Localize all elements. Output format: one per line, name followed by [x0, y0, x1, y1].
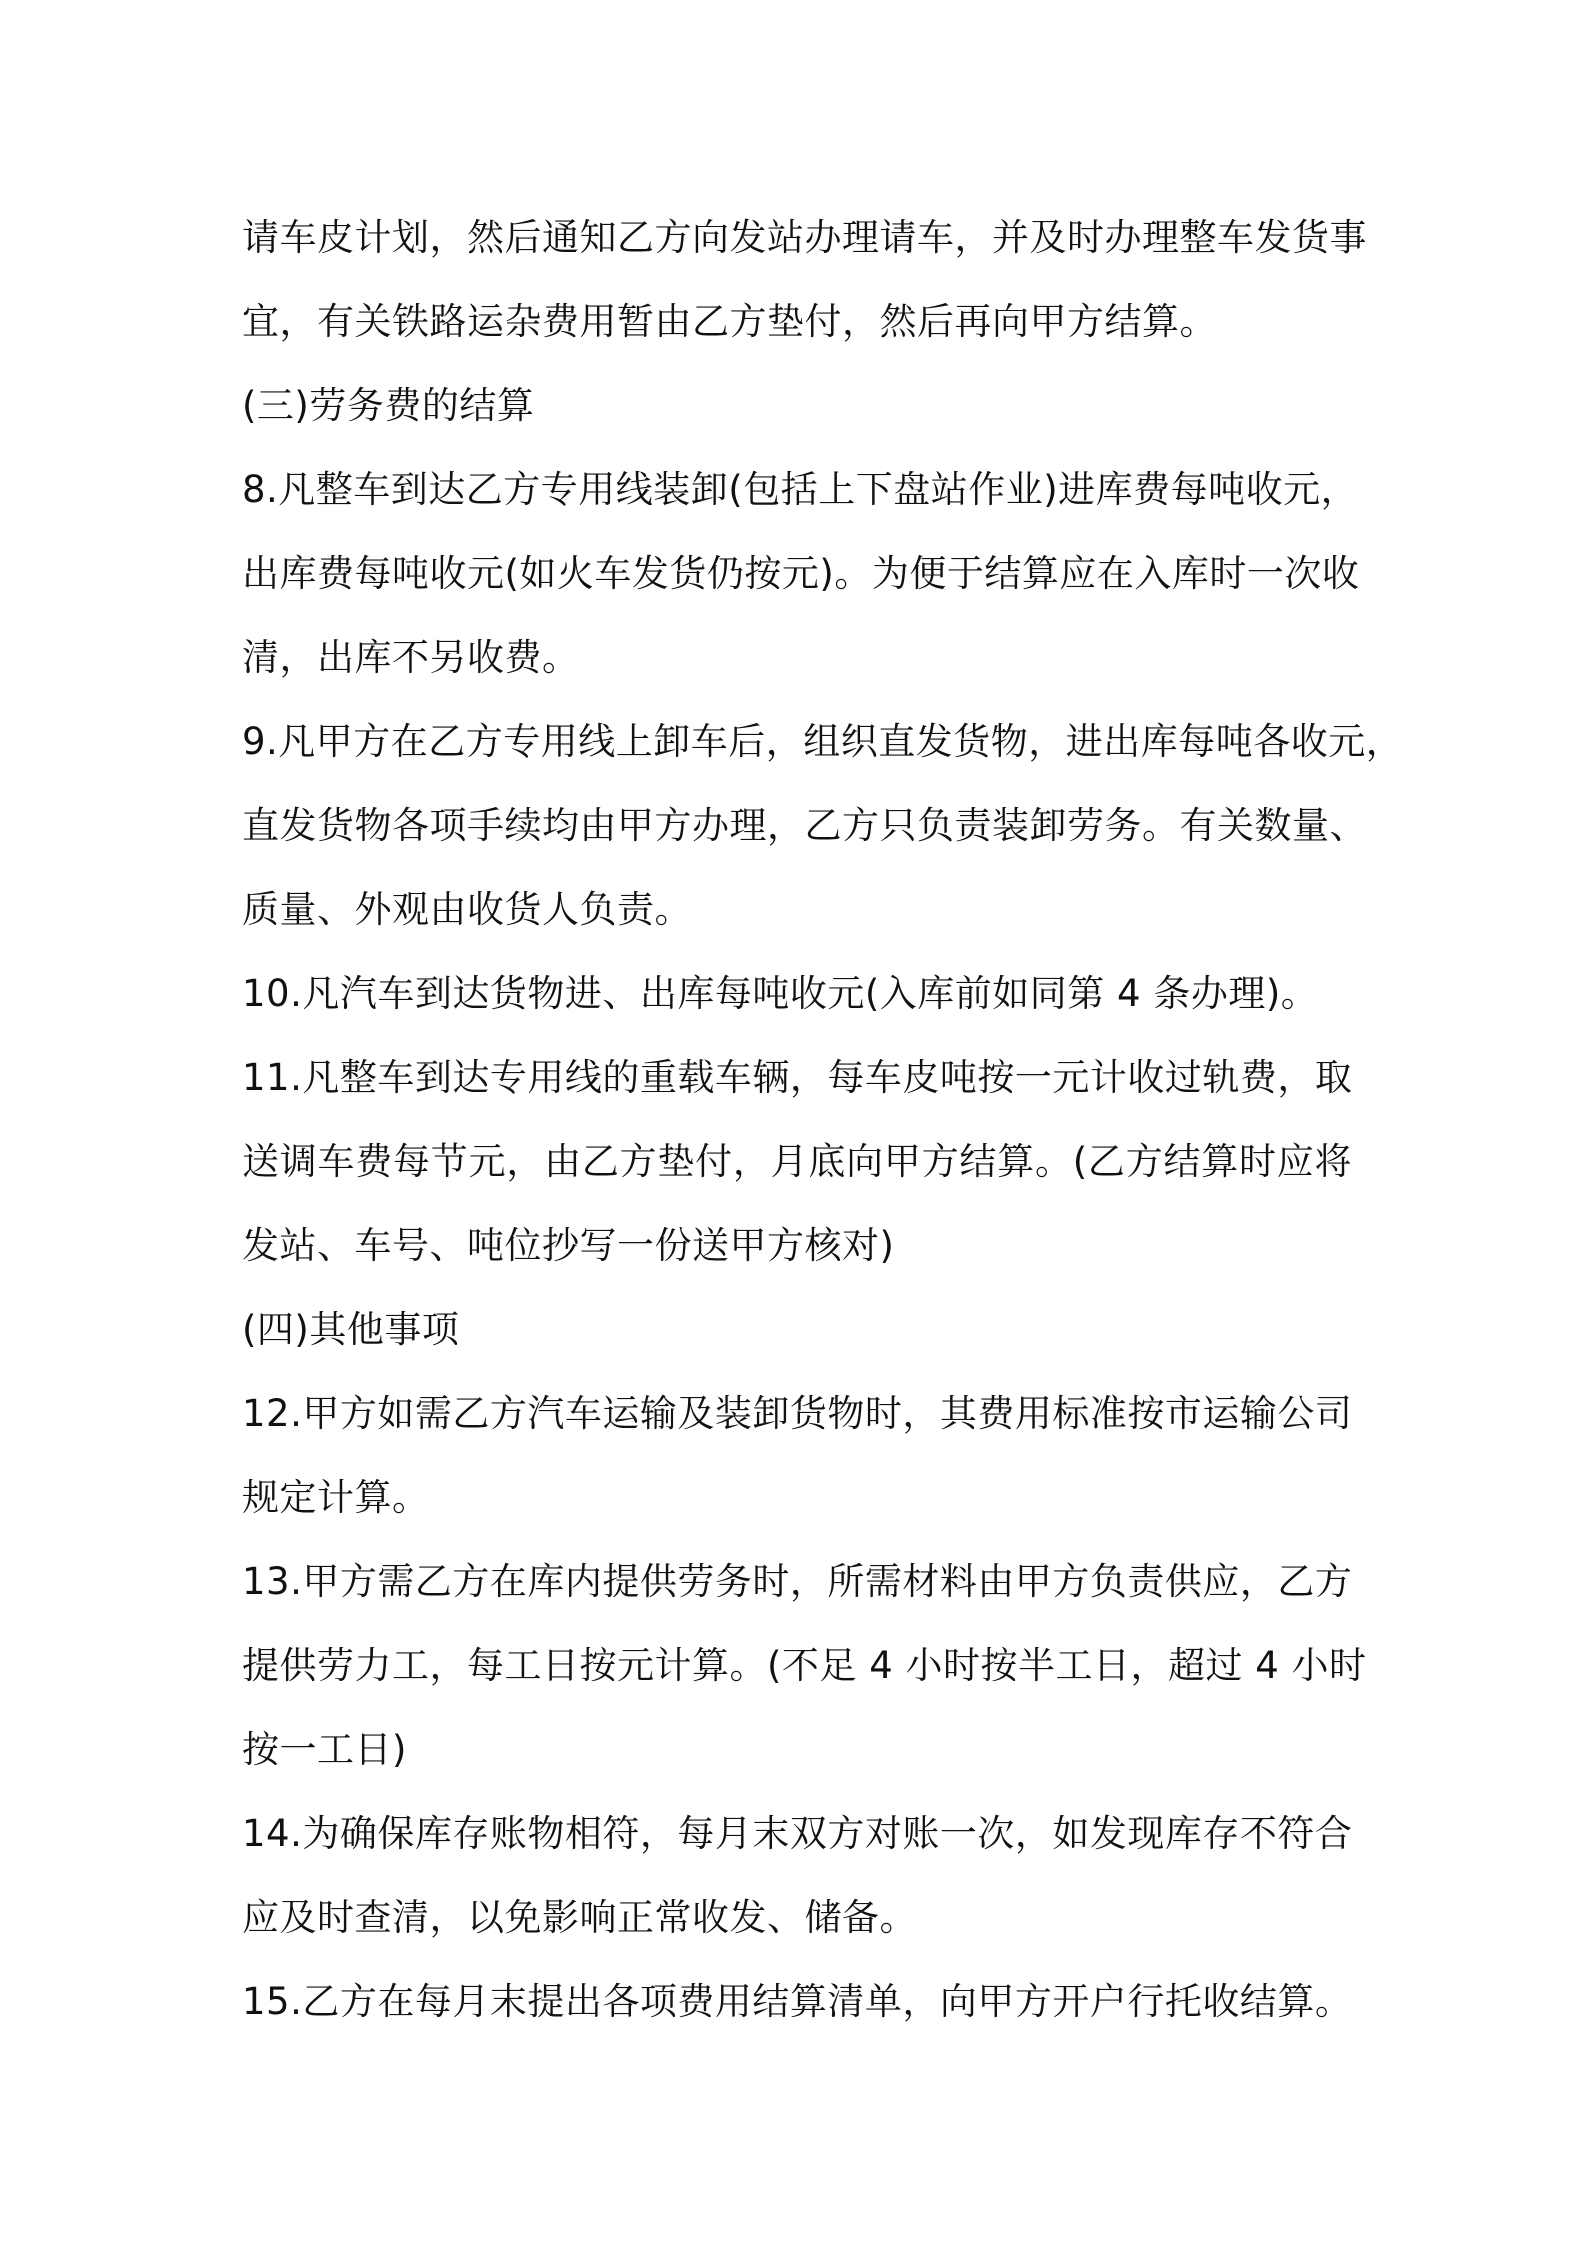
text-line: 按一工日) — [242, 1728, 407, 1771]
section-heading: (四)其他事项 — [242, 1308, 460, 1351]
text-line: 13.甲方需乙方在库内提供劳务时，所需材料由甲方负责供应，乙方 — [242, 1560, 1353, 1603]
text-line: 提供劳力工，每工日按元计算。(不足 4 小时按半工日，超过 4 小时 — [242, 1644, 1367, 1687]
clause-11 — [242, 1036, 1362, 1288]
section-heading-3 — [242, 364, 1362, 448]
clause-10 — [242, 952, 1362, 1036]
text-line: 9.凡甲方在乙方专用线上卸车后，组织直发货物，进出库每吨各收元， — [242, 720, 1404, 763]
document-page — [242, 196, 1404, 2044]
text-line: 11.凡整车到达专用线的重载车辆，每车皮吨按一元计收过轨费，取 — [242, 1056, 1353, 1099]
text-line: 送调车费每节元，由乙方垫付，月底向甲方结算。(乙方结算时应将 — [242, 1140, 1352, 1183]
clause-8 — [242, 448, 1362, 700]
text-line: 出库费每吨收元(如火车发货仍按元)。为便于结算应在入库时一次收 — [242, 552, 1360, 595]
text-line: 直发货物各项手续均由甲方办理，乙方只负责装卸劳务。有关数量、 — [242, 804, 1367, 847]
text-line: 12.甲方如需乙方汽车运输及装卸货物时，其费用标准按市运输公司 — [242, 1392, 1353, 1435]
clause-9 — [242, 700, 1404, 952]
text-line: 请车皮计划，然后通知乙方向发站办理请车，并及时办理整车发货事 — [242, 216, 1367, 259]
text-line: 宜，有关铁路运杂费用暂由乙方垫付，然后再向甲方结算。 — [242, 300, 1217, 343]
text-line: 规定计算。 — [242, 1476, 430, 1519]
clause-14 — [242, 1792, 1362, 1960]
text-line: 8.凡整车到达乙方专用线装卸(包括上下盘站作业)进库费每吨收元， — [242, 468, 1359, 511]
text-line: 质量、外观由收货人负责。 — [242, 888, 692, 931]
text-line: 14.为确保库存账物相符，每月末双方对账一次，如发现库存不符合 — [242, 1812, 1353, 1855]
text-line: 清，出库不另收费。 — [242, 636, 580, 679]
clause-15 — [242, 1960, 1362, 2044]
text-line: 15.乙方在每月末提出各项费用结算清单，向甲方开户行托收结算。 — [242, 1980, 1353, 2023]
text-line: 10.凡汽车到达货物进、出库每吨收元(入库前如同第 4 条办理)。 — [242, 972, 1319, 1015]
section-heading: (三)劳务费的结算 — [242, 384, 535, 427]
clause-12 — [242, 1372, 1362, 1540]
clause-13 — [242, 1540, 1367, 1792]
text-line: 应及时查清，以免影响正常收发、储备。 — [242, 1896, 917, 1939]
paragraph-continuation — [242, 196, 1367, 364]
text-line: 发站、车号、吨位抄写一份送甲方核对) — [242, 1224, 895, 1267]
section-heading-4 — [242, 1288, 1362, 1372]
